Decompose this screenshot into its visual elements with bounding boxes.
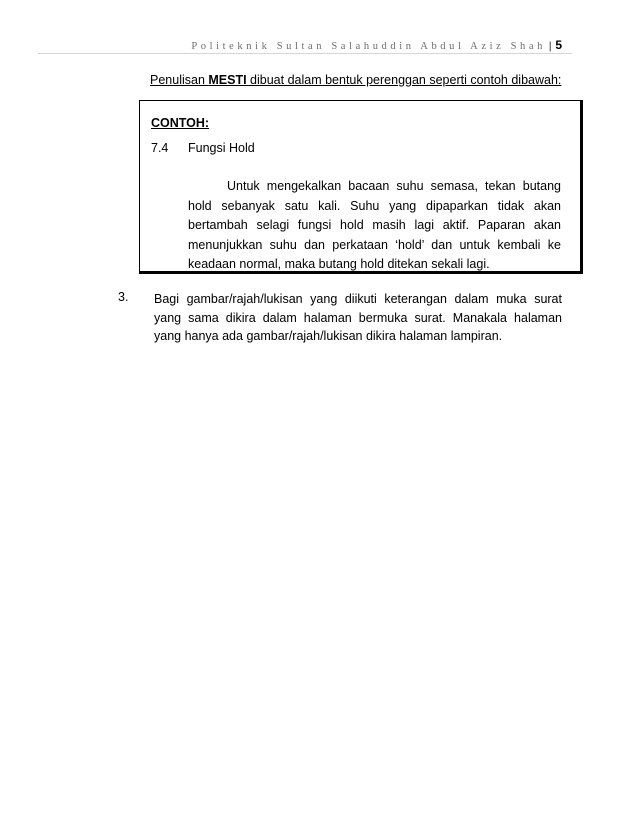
example-paragraph: Untuk mengekalkan bacaan suhu semasa, tekan butang hold sebanyak satu kali. Suhu yang dipaparkan tidak akan bertambah selagi fungsi hold masih lagi aktif. Paparan akan menunjukkan suhu dan perkataan ‘hold’ dan untuk kembali ke keadaan normal, maka butang hold ditekan sekali lagi. [188,179,561,271]
section-title: Fungsi Hold [188,141,255,155]
list-item-text: Bagi gambar/rajah/lukisan yang diikuti keterangan dalam muka surat yang sama dikira dalam halaman bermuka surat. Manakala halaman yang hanya ada gambar/rajah/lukisan dikira halaman lampiran. [154,292,562,343]
page-number: 5 [555,38,562,52]
example-title: CONTOH: [151,116,210,130]
header-divider [38,53,572,54]
intro-instruction [150,73,561,87]
header-separator: | [549,41,552,52]
intro-prefix: Penulisan [150,73,209,87]
intro-suffix: dibuat dalam bentuk perenggan seperti contoh dibawah: [246,73,562,87]
intro-emphasis: MESTI [208,73,247,87]
list-item-number: 3. [118,290,129,304]
section-number: 7.4 [151,141,169,155]
example-box [139,100,583,274]
page-header [191,38,562,52]
institution-name: Politeknik Sultan Salahuddin Abdul Aziz Shah [191,41,546,52]
